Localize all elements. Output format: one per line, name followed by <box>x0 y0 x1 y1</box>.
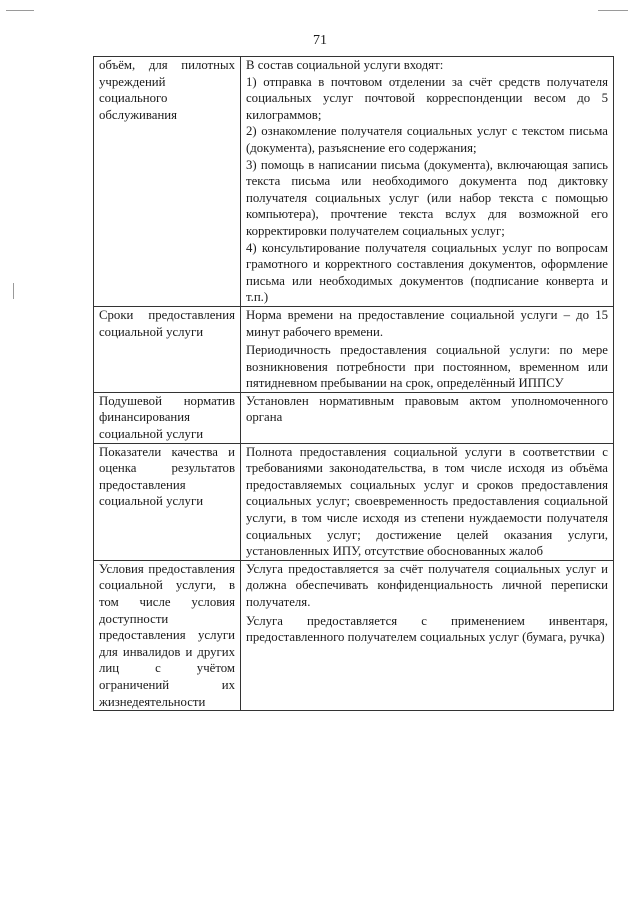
row-paragraph: Норма времени на предоставление социальной услуги – до 15 минут рабочего времени. <box>246 307 608 339</box>
row-paragraph: Установлен нормативным правовым актом уполномоченного органа <box>246 393 608 425</box>
row-label-cell <box>94 443 241 560</box>
service-description-table <box>93 56 614 711</box>
row-content-cell <box>241 392 614 443</box>
scan-mark-top-left <box>6 10 34 11</box>
page-number: 71 <box>313 33 327 48</box>
table-row <box>94 443 614 560</box>
row-paragraph: Полнота предоставления социальной услуги в соответствии с требованиями законодательства, в том числе исходя из объёма предоставляемых социальных услуг и сроков предоставления социальных услуг; своевременность предоставления социальной услуги, в том числе исходя из степени нуждаемости получателя социальных услуг; достижение целей оказания услуги, установленных ИПУ, отсутствие обоснованных жалоб <box>246 444 608 559</box>
row-paragraph: Услуга предоставляется за счёт получателя социальных услуг и должна обеспечивать конфиденциальность личной переписки получателя. <box>246 561 608 609</box>
row-paragraph: В состав социальной услуги входят: <box>246 58 444 72</box>
row-label-cell <box>94 392 241 443</box>
row-paragraph: 2) ознакомление получателя социальных услуг с текстом письма (документа), разъяснение его содержания; <box>246 124 608 155</box>
scan-mark-top-right <box>598 10 628 11</box>
row-content-cell <box>241 306 614 392</box>
row-paragraph: Периодичность предоставления социальной услуги: по мере возникновения потребности при постоянном, временном или пятидневном пребывании на срок, определённый ИППСУ <box>246 343 608 391</box>
row-label: объём, для пилотных учреждений социального обслуживания <box>99 58 235 122</box>
table-row <box>94 57 614 307</box>
row-paragraph: Услуга предоставляется с применением инвентаря, предоставленного получателем социальных услуг (бумага, ручка) <box>246 613 608 645</box>
table-row <box>94 306 614 392</box>
row-paragraph: 1) отправка в почтовом отделении за счёт средств получателя социальных услуг почтовой корреспонденции весом до 5 килограммов; <box>246 74 608 122</box>
row-content-cell <box>241 443 614 560</box>
scan-mark-left-edge <box>13 283 14 299</box>
row-label: Показатели качества и оценка результатов предоставления социальной услуги <box>99 444 235 509</box>
row-label: Сроки предоставления социальной услуги <box>99 307 235 339</box>
row-label-cell <box>94 306 241 392</box>
row-content-cell <box>241 57 614 307</box>
row-content-cell <box>241 560 614 710</box>
row-label: Подушевой норматив финансирования социальной услуги <box>99 393 235 442</box>
table-row <box>94 392 614 443</box>
row-label-cell <box>94 560 241 710</box>
row-paragraph: 3) помощь в написании письма (документа), включающая запись текста письма или необходимого документа под диктовку получателя социальных услуг (или набор текста с помощью компьютера), прочтение текста вслух для возможной его корректировки получателем социальных услуг; <box>246 157 608 238</box>
row-label-cell <box>94 57 241 307</box>
row-label: Условия предоставления социальной услуги, в том числе условия доступности предоставления услуги для инвалидов и других лиц с учётом ограничений их жизнедеятельности <box>99 561 235 709</box>
table-row <box>94 560 614 710</box>
row-paragraph: 4) консультирование получателя социальных услуг по вопросам грамотного и корректного составления документов, оформление письма или необходимых документов (подписание конверта и т.п.) <box>246 240 608 305</box>
